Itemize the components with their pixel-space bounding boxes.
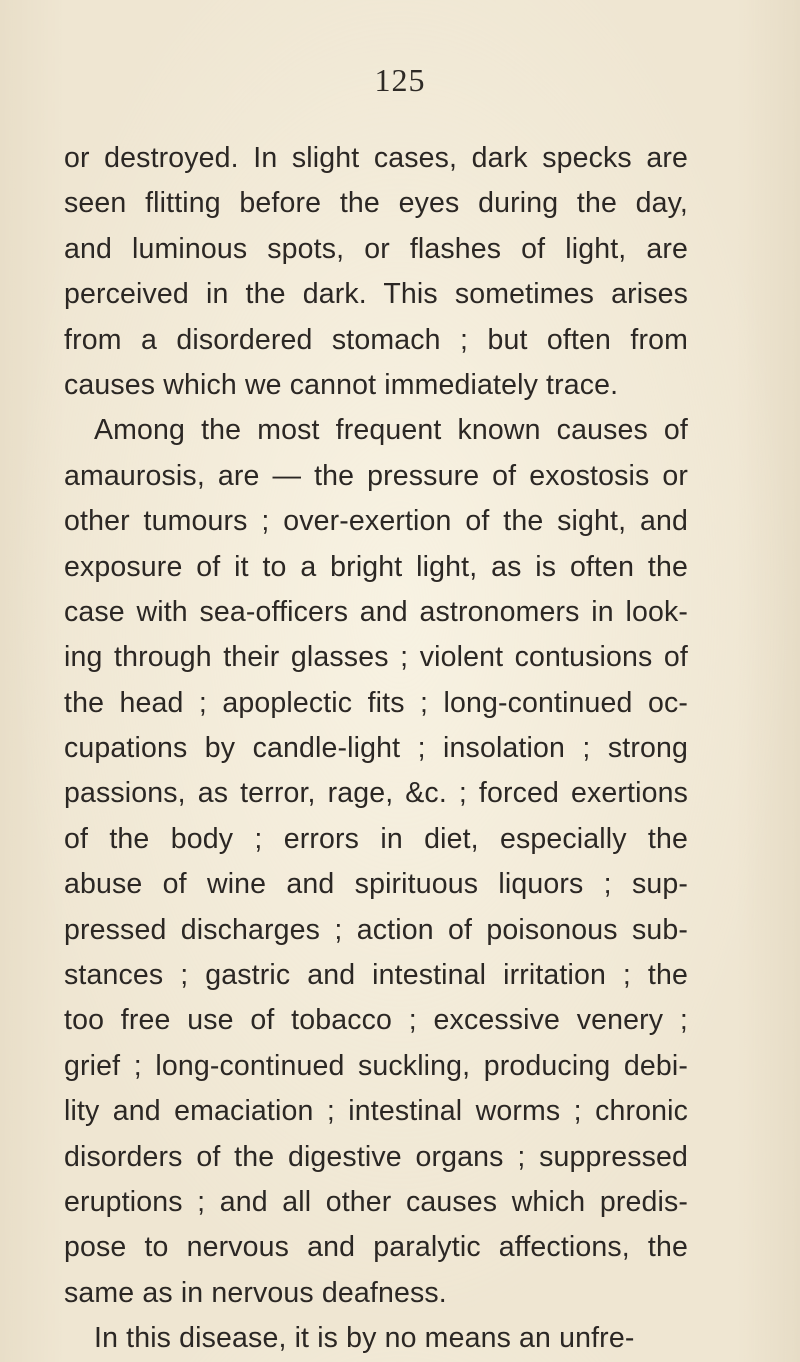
text-line: perceived in the dark. This sometimes arises	[64, 278, 688, 311]
text-line: cupations by candle-light ; insolation ; strong	[64, 732, 688, 765]
text-line: amaurosis, are — the pressure of exostosis or	[64, 459, 688, 492]
body-text	[64, 136, 688, 1362]
text-line: ing through their glasses ; violent contusions of	[64, 641, 688, 674]
text-line: stances ; gastric and intestinal irritation ; the	[64, 959, 688, 992]
text-line: eruptions ; and all other causes which predis-	[64, 1185, 688, 1218]
text-line: In this disease, it is by no means an unfre-	[94, 1322, 635, 1355]
text-line: case with sea-officers and astronomers in look-	[64, 595, 688, 628]
text-line: or destroyed. In slight cases, dark specks are	[64, 142, 688, 174]
page-number: 125	[374, 62, 426, 98]
text-line: lity and emaciation ; intestinal worms ; chronic	[64, 1095, 688, 1128]
text-line: of the body ; errors in diet, especially the	[64, 822, 688, 855]
text-line: the head ; apoplectic fits ; long-continued oc-	[64, 686, 688, 719]
text-line: and luminous spots, or flashes of light, are	[64, 232, 688, 265]
text-line: passions, as terror, rage, &c. ; forced exertions	[64, 777, 688, 810]
text-line: too free use of tobacco ; excessive venery ;	[64, 1004, 688, 1037]
text-line: from a disordered stomach ; but often from	[64, 323, 688, 356]
text-line: abuse of wine and spirituous liquors ; sup-	[64, 868, 688, 901]
text-line: other tumours ; over-exertion of the sight, and	[64, 505, 688, 538]
text-line: same as in nervous deafness.	[64, 1276, 447, 1309]
text-line: disorders of the digestive organs ; suppressed	[64, 1140, 688, 1173]
text-line: pressed discharges ; action of poisonous sub-	[64, 913, 688, 946]
text-line: causes which we cannot immediately trace.	[64, 368, 619, 401]
text-line: grief ; long-continued suckling, producing debi-	[64, 1049, 688, 1082]
text-line: pose to nervous and paralytic affections, the	[64, 1231, 688, 1264]
text-line: exposure of it to a bright light, as is often the	[64, 550, 688, 583]
text-line: seen flitting before the eyes during the day,	[64, 187, 688, 220]
text-line: Among the most frequent known causes of	[94, 414, 688, 447]
